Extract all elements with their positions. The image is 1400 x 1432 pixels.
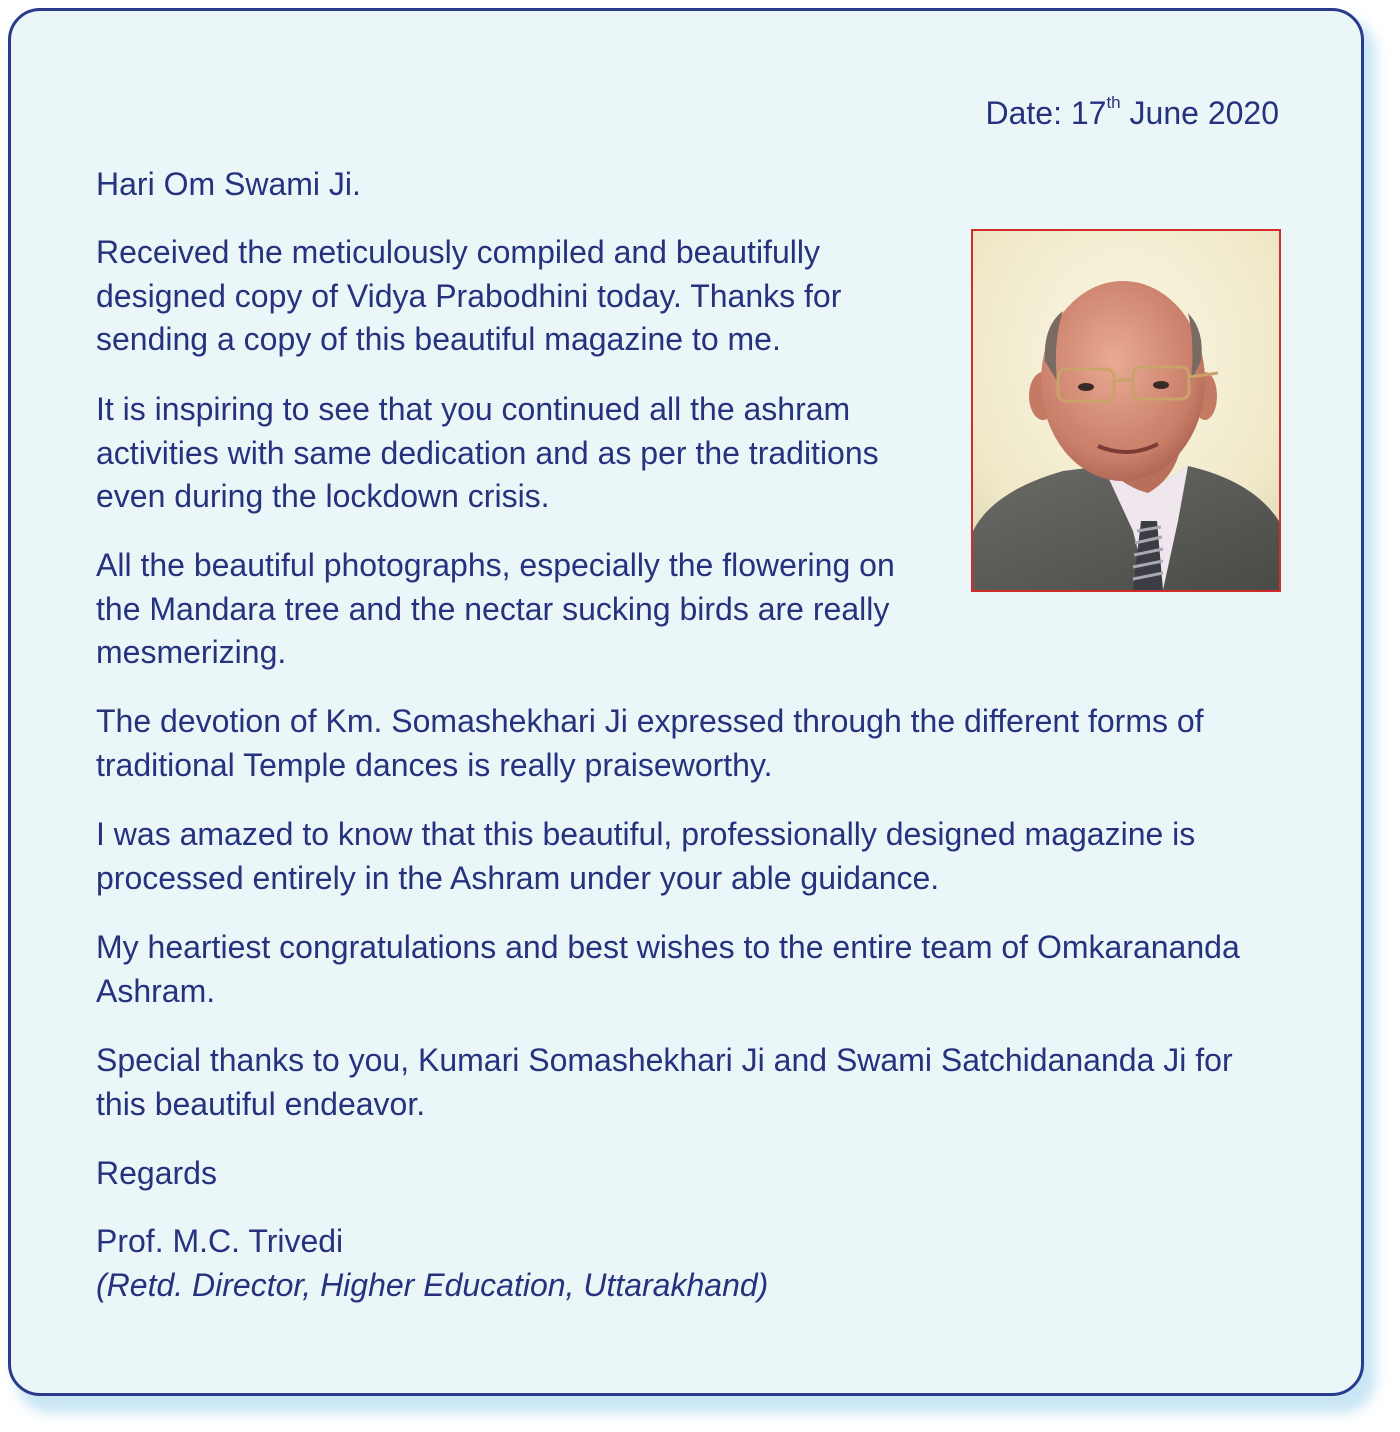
- paragraph-6: My heartiest congratulations and best wishes to the entire team of Omkarananda Ashram.: [96, 929, 1240, 1009]
- date-suffix: June 2020: [1120, 95, 1279, 131]
- letter-date: [0, 92, 1279, 136]
- portrait-illustration: [973, 231, 1279, 590]
- signatory-title: (Retd. Director, Higher Education, Uttarakhand): [96, 1267, 769, 1303]
- closing: Regards: [96, 1155, 217, 1191]
- date-prefix: Date: 17: [985, 95, 1107, 131]
- greeting: Hari Om Swami Ji.: [96, 166, 361, 202]
- paragraph-2: It is inspiring to see that you continued all the ashram activities with same dedication and as per the traditions even during the lockdown crisis.: [96, 391, 879, 514]
- paragraph-7: Special thanks to you, Kumari Somashekhari Ji and Swami Satchidananda Ji for this beautiful endeavor.: [96, 1042, 1233, 1122]
- paragraph-3: All the beautiful photographs, especially the flowering on the Mandara tree and the nectar sucking birds are really mesmerizing.: [96, 547, 895, 670]
- paragraph-1: Received the meticulously compiled and beautifully designed copy of Vidya Prabodhini today. Thanks for sending a copy of this beautiful magazine to me.: [96, 234, 842, 357]
- date-ordinal-suffix: th: [1106, 93, 1121, 113]
- paragraph-5: I was amazed to know that this beautiful, professionally designed magazine is processed entirely in the Ashram under your able guidance.: [96, 816, 1196, 896]
- portrait-photo: [971, 229, 1281, 592]
- signatory-name: Prof. M.C. Trivedi: [96, 1223, 344, 1259]
- paragraph-4: The devotion of Km. Somashekhari Ji expressed through the different forms of traditional Temple dances is really praiseworthy.: [96, 703, 1204, 783]
